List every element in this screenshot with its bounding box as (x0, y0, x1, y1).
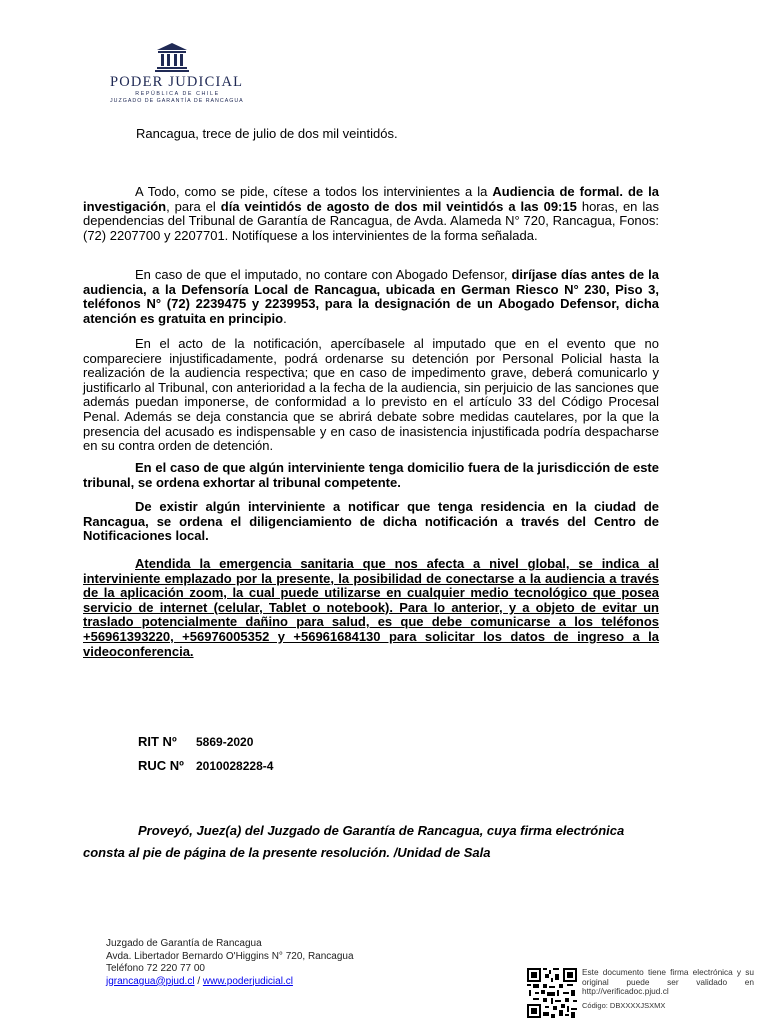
org-country: REPÚBLICA DE CHILE (135, 91, 220, 97)
footer-contact: Juzgado de Garantía de Rancagua Avda. Libertador Bernardo O'Higgins N° 720, Rancagua Teléfono 72 220 77 00 jgrancagua@pjud.cl / www.poderjudicial.cl (106, 938, 354, 987)
org-name: PODER JUDICIAL (110, 74, 244, 90)
paragraph-warning: En el acto de la notificación, apercíbasele al imputado que en el evento que no compareciere injustificadamente, podrá ordenarse su detención por Personal Policial hasta la realización de la audiencia respectiva; que en caso de impedimento grave, deberá comunicarlo y justificarlo al Tribunal, con anterioridad a la fecha de la audiencia, sin perjuicio de las sanciones que además puedan imponerse, de conformidad a lo previsto en el artículo 33 del Código Procesal Penal. Además se deja constancia que se abrirá debate sobre medidas cautelares, por la que la presencia del acusado es indispensable y en caso de inasistencia injustificada podría despacharse en su contra orden de detención. (83, 336, 659, 454)
rit-row: RIT Nº 5869-2020 (138, 734, 254, 749)
ruc-value: 2010028228-4 (196, 759, 274, 773)
email-link[interactable]: jgrancagua@pjud.cl (106, 975, 195, 987)
courthouse-logo-icon (155, 42, 189, 72)
verification-code: Código: DBXXXXJSXMX (582, 1000, 666, 1010)
rit-value: 5869-2020 (196, 735, 254, 749)
org-court: JUZGADO DE GARANTÍA DE RANCAGUA (110, 97, 244, 104)
paragraph-defender: En caso de que el imputado, no contare con Abogado Defensor, diríjase días antes de la audiencia, a la Defensoría Local de Rancagua, ubicada en German Riesco N° 230, Piso 3, teléfonos N° (72) 2239475 y 2239953, para la designación de un Abogado Defensor, dicha atención es gratuita en principio. (83, 267, 659, 326)
ruc-row: RUC Nº 2010028228-4 (138, 758, 274, 773)
closing-statement: Proveyó, Juez(a) del Juzgado de Garantía de Rancagua, cuya firma electrónica consta al pie de página de la presente resolución. /Unidad de Sala (83, 823, 625, 860)
paragraph-notification: De existir algún interviniente a notificar que tenga residencia en la ciudad de Rancagua, se ordena el diligenciamiento de dicha notificación a través del Centro de Notificaciones local. (83, 499, 659, 544)
case-references (138, 730, 273, 778)
paragraph-jurisdiction: En el caso de que algún interviniente tenga domicilio fuera de la jurisdicción de este tribunal, se ordena exhortar al tribunal competente. (83, 460, 659, 490)
website-link[interactable]: www.poderjudicial.cl (202, 975, 293, 987)
poder-judicial-logo (110, 42, 245, 104)
paragraph-zoom: Atendida la emergencia sanitaria que nos afecta a nivel global, se indica al interviniente emplazado por la presente, la posibilidad de conectarse a la audiencia a través de la aplicación zoom, la cual puede utilizarse en cualquier medio tecnológico que posea servicio de internet (celular, Tablet o notebook). Para lo anterior, y a objeto de evitar un traslado potencialmente dañino para salud, es que debe comunicarse a los teléfonos +56961393220, +56976005352 y +56961684130 para solicitar los datos de ingreso a la videoconferencia. (83, 556, 659, 659)
qr-code-icon (527, 968, 577, 1018)
verification-note: Este documento tiene firma electrónica y su original puede ser validado en http://verificadoc.pjud.cl Código: DBXXXXJSXMX (582, 967, 754, 1010)
paragraph-citation: A Todo, como se pide, cítese a todos los intervinientes a la Audiencia de formal. de la investigación, para el día veintidós de agosto de dos mil veintidós a las 09:15 horas, en las dependencias del Tribunal de Garantía de Rancagua, de Avda. Alameda N° 720, Rancagua, Fonos: (72) 2207700 y 2207701. Notifíquese a los intervinientes de la forma señalada. (83, 184, 659, 243)
date-line: Rancagua, trece de julio de dos mil veintidós. (136, 126, 398, 141)
